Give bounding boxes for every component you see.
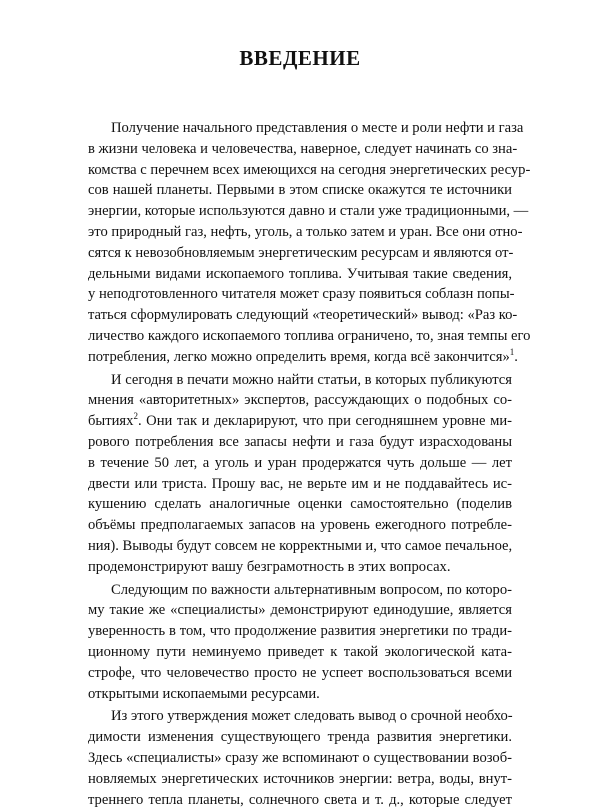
text-line: кушению сделать аналогичные оценки самостоятельно (поделив — [88, 494, 512, 515]
text-line: Из этого утверждения может следовать вывод о срочной необхо- — [88, 706, 512, 727]
text-line: личество каждого ископаемого топлива ограничено, то, зная темпы его — [88, 326, 512, 347]
text-line: двести или триста. Прошу вас, не верьте им и не поддавайтесь ис- — [88, 474, 512, 495]
text-line: Получение начального представления о месте и роли нефти и газа — [88, 118, 512, 139]
text-line: новляемых энергетических источников энергии: ветра, воды, внут- — [88, 769, 512, 790]
text-line: открытыми ископаемыми ресурсами. — [88, 684, 512, 705]
text-line: уверенность в том, что продолжение развития энергетики по тради- — [88, 621, 512, 642]
text-line: ционному пути неминуемо приведет к такой экологической ката- — [88, 642, 512, 663]
text-line: Здесь «специалисты» сразу же вспоминают о существовании возоб- — [88, 748, 512, 769]
text-line: комства с перечнем всех имеющихся на сегодня энергетических ресур- — [88, 160, 512, 181]
text-line — [88, 411, 512, 432]
text-line: в жизни человека и человечества, наверное, следует начинать со зна- — [88, 139, 512, 160]
text-line: Следующим по важности альтернативным вопросом, по которо- — [88, 580, 512, 601]
text-line: сятся к невозобновляемым энергетическим ресурсам и являются от- — [88, 243, 512, 264]
paragraph-1 — [88, 118, 512, 368]
text-line: му такие же «специалисты» демонстрируют единодушие, является — [88, 600, 512, 621]
text-line: димости изменения существующего тренда развития энергетики. — [88, 727, 512, 748]
text-line: сов нашей планеты. Первыми в этом списке окажутся те источники — [88, 180, 512, 201]
paragraph-2 — [88, 370, 512, 578]
text-line: объёмы предполагаемых запасов на уровень ежегодного потребле- — [88, 515, 512, 536]
text-line: продемонстрируют вашу безграмотность в этих вопросах. — [88, 557, 512, 578]
footnote-marker[interactable]: 1 — [510, 347, 515, 357]
text-line: рового потребления все запасы нефти и газа будут израсходованы — [88, 432, 512, 453]
text-fragment: . Они так и декларируют, что при сегодняшнем уровне ми- — [138, 413, 512, 429]
text-fragment: потребления, легко можно определить время, когда всё закончится» — [88, 349, 510, 365]
text-line: строфе, что человечество просто не успеет воспользоваться всеми — [88, 663, 512, 684]
text-line: в течение 50 лет, а уголь и уран продержатся чуть дольше — лет — [88, 453, 512, 474]
paragraph-4 — [88, 706, 512, 810]
text-line: И сегодня в печати можно найти статьи, в которых публикуются — [88, 370, 512, 391]
text-line: это природный газ, нефть, уголь, а только затем и уран. Все они отно- — [88, 222, 512, 243]
text-line: ния). Выводы будут совсем не корректными и, что самое печальное, — [88, 536, 512, 557]
footnote-marker[interactable]: 2 — [133, 411, 138, 421]
text-line: дельными видами ископаемого топлива. Учитывая такие сведения, — [88, 264, 512, 285]
text-line: энергии, которые используются давно и стали уже традиционными, — — [88, 201, 512, 222]
text-line: мнения «авторитетных» экспертов, рассуждающих о подобных со- — [88, 390, 512, 411]
text-line: у неподготовленного читателя может сразу появиться соблазн попы- — [88, 284, 512, 305]
text-line: потребления, легко можно определить время, когда всё закончится»$^1$. — [88, 347, 512, 368]
body-text — [88, 118, 512, 810]
text-fragment: бытиях — [88, 413, 133, 429]
paragraph-3 — [88, 580, 512, 705]
text-line: таться сформулировать следующий «теоретический» вывод: «Раз ко- — [88, 305, 512, 326]
text-line: треннего тепла планеты, солнечного света и т. д., которые следует — [88, 790, 512, 810]
chapter-title: ВВЕДЕНИЕ — [0, 46, 600, 71]
